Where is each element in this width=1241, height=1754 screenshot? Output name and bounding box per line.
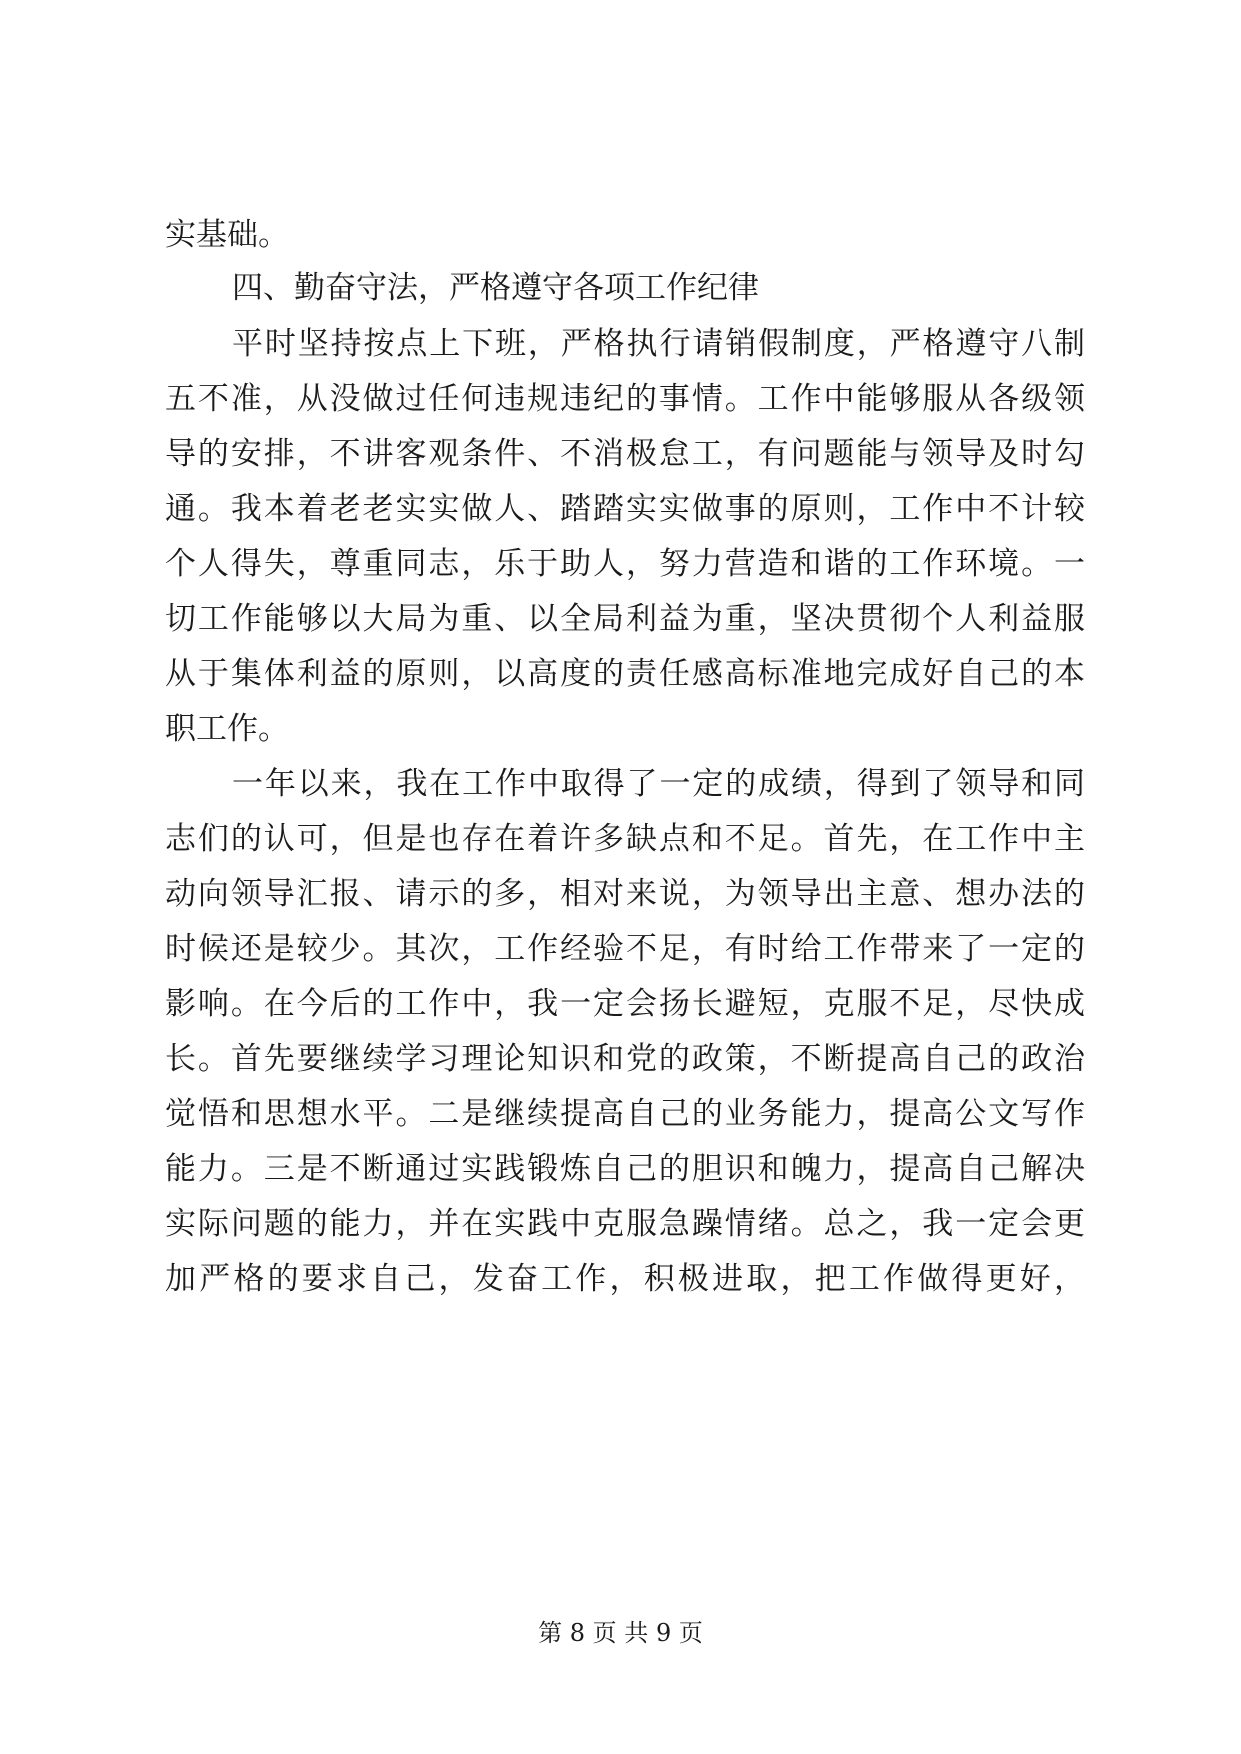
text-line: 职工作。	[165, 711, 289, 747]
text-line: 实基础。	[165, 217, 289, 253]
text-line: 觉悟和思想水平。二是继续提高自己的业务能力，提高公文写作	[165, 1096, 1085, 1132]
text-line: 导的安排，不讲客观条件、不消极怠工，有问题能与领导及时勾	[165, 436, 1085, 472]
text-line: 通。我本着老老实实做人、踏踏实实做事的原则，工作中不计较	[165, 491, 1085, 527]
text-line: 志们的认可，但是也存在着许多缺点和不足。首先，在工作中主	[165, 821, 1085, 857]
text-line: 加严格的要求自己，发奋工作，积极进取，把工作做得更好，	[165, 1261, 1085, 1297]
section-heading: 四、勤奋守法，严格遵守各项工作纪律	[232, 270, 759, 306]
text-line: 时候还是较少。其次，工作经验不足，有时给工作带来了一定的	[165, 931, 1085, 967]
text-line: 动向领导汇报、请示的多，相对来说，为领导出主意、想办法的	[165, 876, 1085, 912]
text-line: 一年以来，我在工作中取得了一定的成绩，得到了领导和同	[232, 766, 1085, 802]
text-line: 长。首先要继续学习理论知识和党的政策，不断提高自己的政治	[165, 1041, 1085, 1077]
text-line: 实际问题的能力，并在实践中克服急躁情绪。总之，我一定会更	[165, 1206, 1085, 1242]
text-line: 切工作能够以大局为重、以全局利益为重，坚决贯彻个人利益服	[165, 601, 1085, 637]
text-line: 能力。三是不断通过实践锻炼自己的胆识和魄力，提高自己解决	[165, 1151, 1085, 1187]
text-line: 从于集体利益的原则，以高度的责任感高标准地完成好自己的本	[165, 656, 1085, 692]
text-line: 五不准，从没做过任何违规违纪的事情。工作中能够服从各级领	[165, 381, 1085, 417]
text-line: 影响。在今后的工作中，我一定会扬长避短，克服不足，尽快成	[165, 986, 1085, 1022]
text-line: 个人得失，尊重同志，乐于助人，努力营造和谐的工作环境。一	[165, 546, 1085, 582]
text-line: 平时坚持按点上下班，严格执行请销假制度，严格遵守八制	[232, 326, 1085, 362]
page-number-footer: 第 8 页 共 9 页	[538, 1619, 703, 1647]
